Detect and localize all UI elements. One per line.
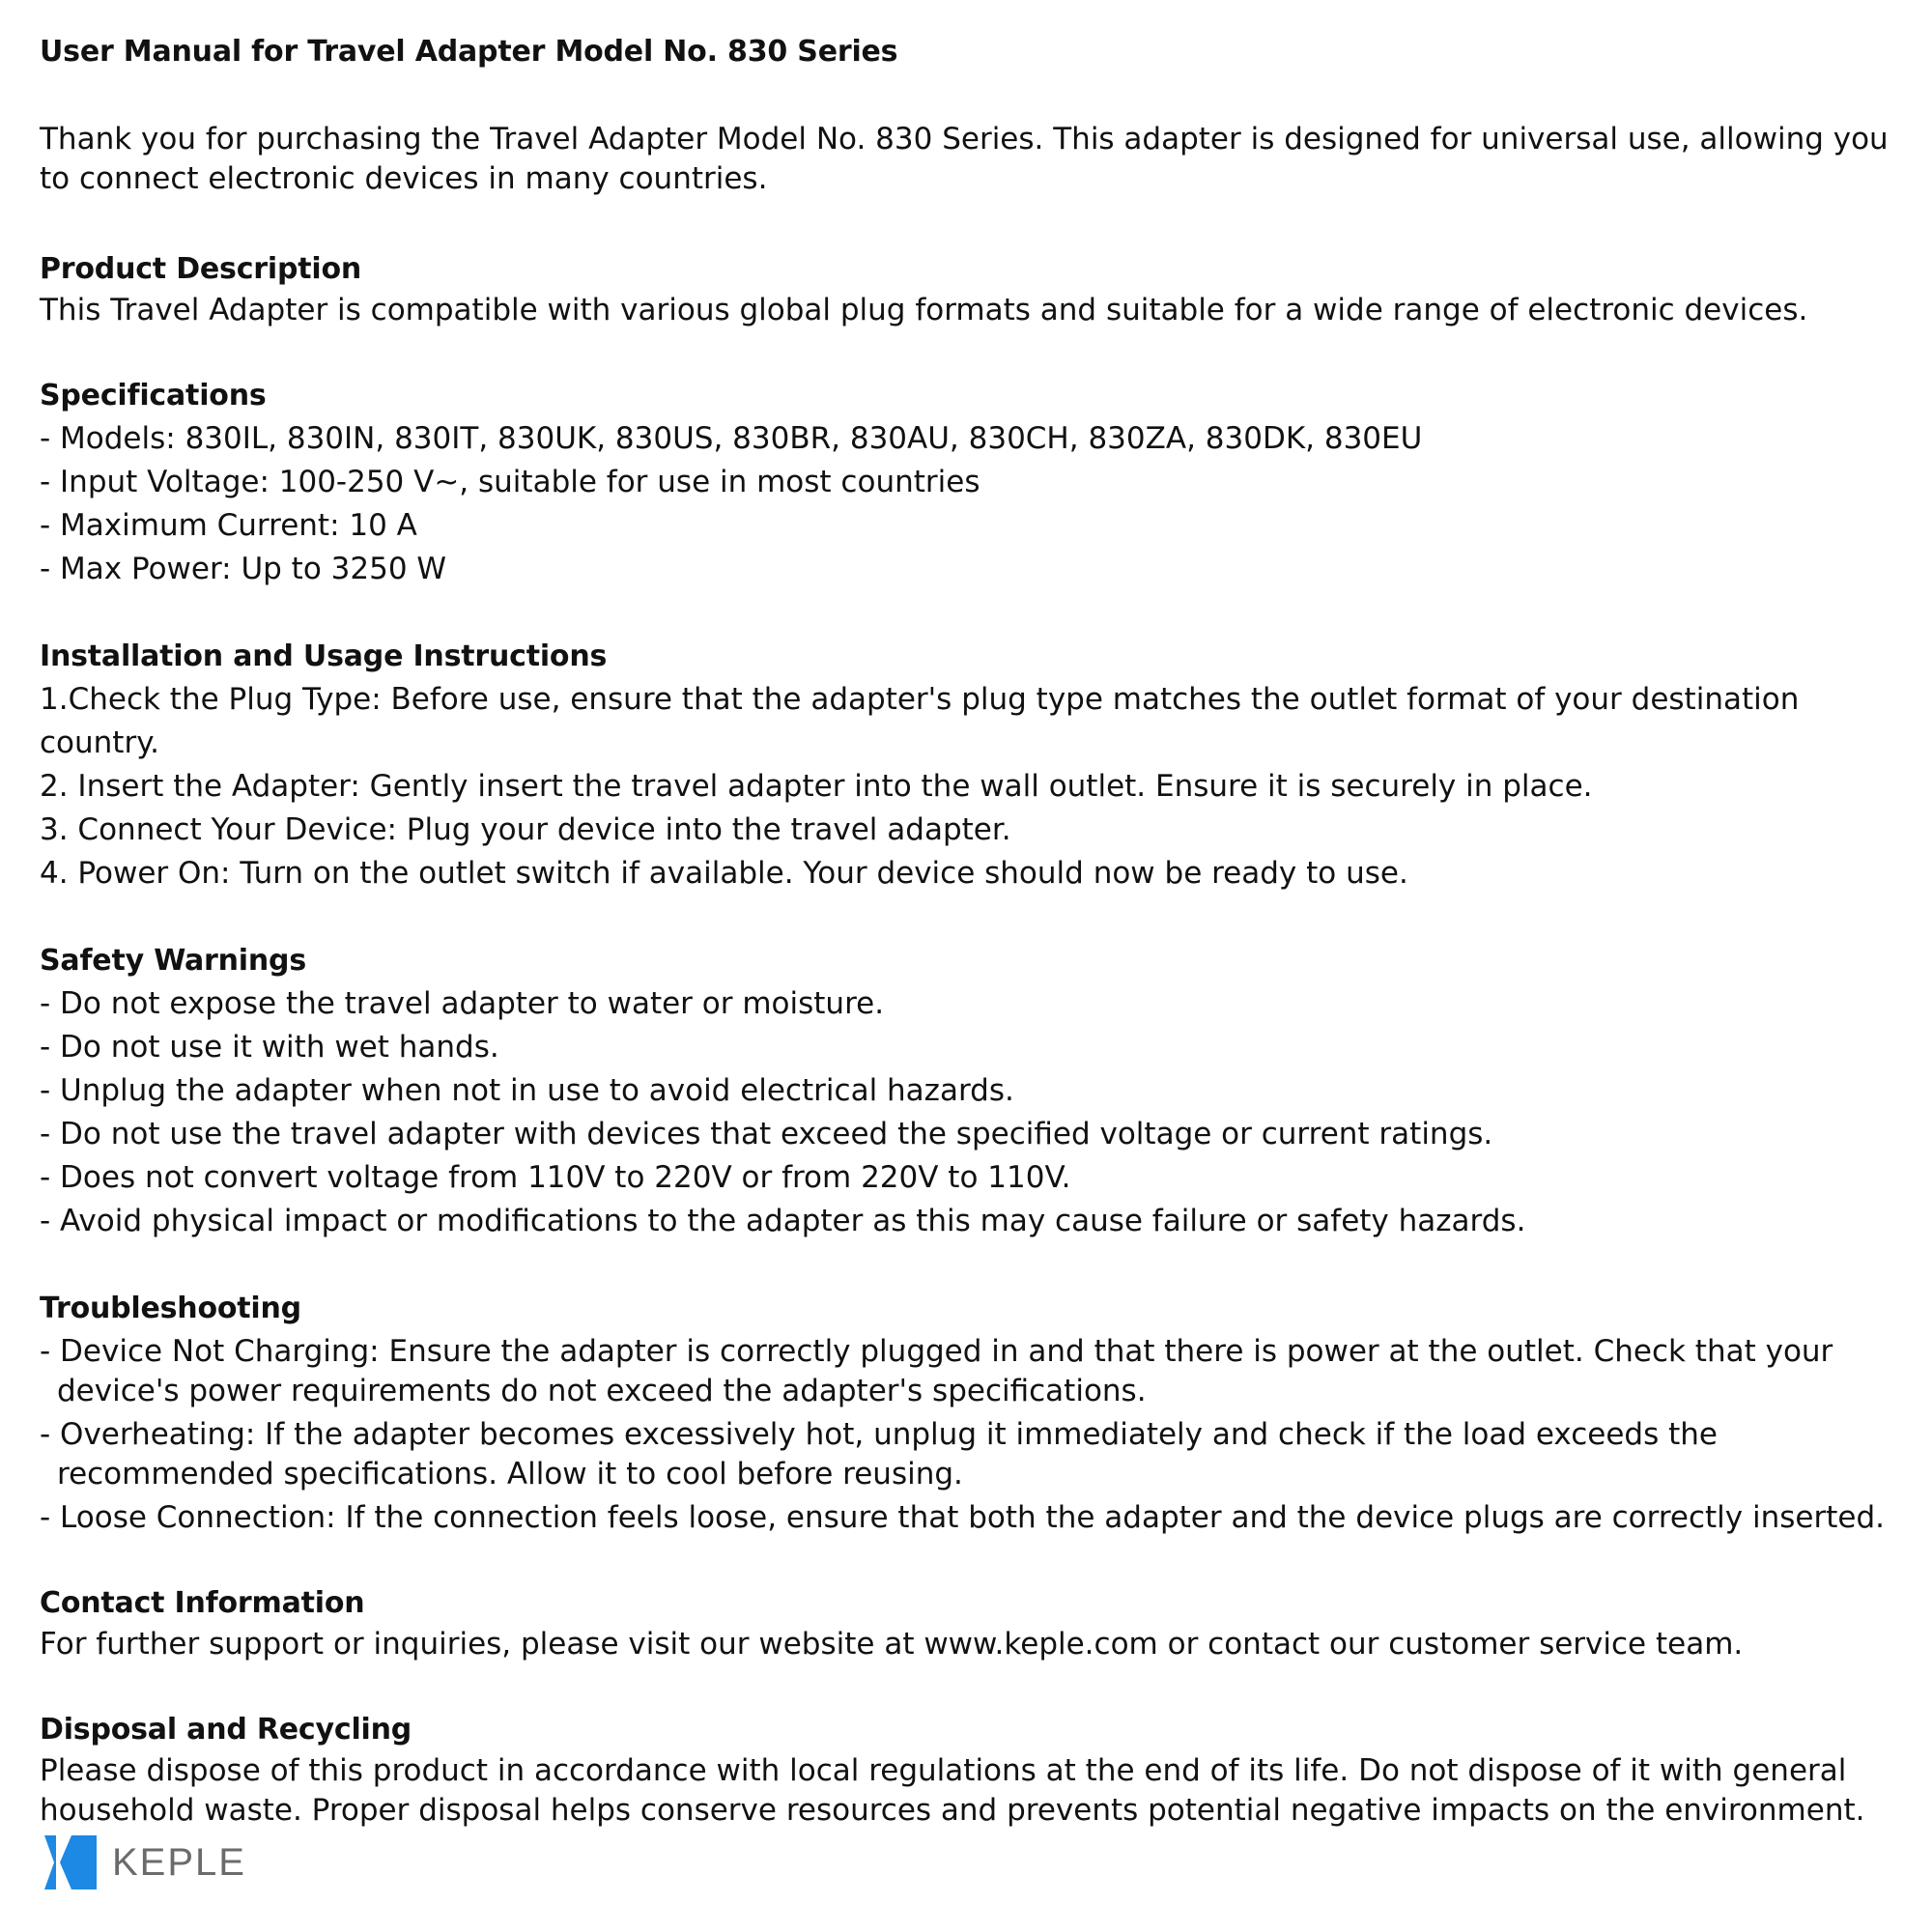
document-title: User Manual for Travel Adapter Model No. 830 Series (40, 35, 898, 69)
troubleshooting-item: - Loose Connection: If the connection feels loose, ensure that both the adapter and the device plugs are correctly inserted. (40, 1500, 1885, 1535)
instruction-step: 4. Power On: Turn on the outlet switch if available. Your device should now be ready to use. (40, 856, 1408, 891)
section-heading: Safety Warnings (40, 944, 306, 978)
keple-logo-icon (44, 1835, 97, 1889)
warning-item: - Do not use the travel adapter with devices that exceed the specified voltage or current ratings. (40, 1117, 1493, 1151)
section-product-description (40, 247, 1904, 330)
logo-right-block (60, 1835, 97, 1889)
section-safety-warnings (40, 939, 1904, 1243)
section-heading: Contact Information (40, 1586, 365, 1620)
section-heading: Product Description (40, 252, 362, 286)
warning-item: - Does not convert voltage from 110V to 220V or from 220V to 110V. (40, 1160, 1071, 1195)
section-heading: Specifications (40, 379, 267, 412)
instruction-step: 2. Insert the Adapter: Gently insert the travel adapter into the wall outlet. Ensure it is securely in place. (40, 769, 1593, 804)
section-troubleshooting (40, 1287, 1904, 1538)
spec-item: - Maximum Current: 10 A (40, 508, 417, 543)
intro-paragraph: Thank you for purchasing the Travel Adapter Model No. 830 Series. This adapter is designed for universal use, allowing you to connect electronic devices in many countries. (40, 122, 1889, 196)
warning-item: - Unplug the adapter when not in use to avoid electrical hazards. (40, 1073, 1014, 1108)
troubleshooting-item: - Device Not Charging: Ensure the adapter is correctly plugged in and that there is power at the outlet. Check that your device's power requirements do not exceed the adapter's specifications. (40, 1334, 1833, 1408)
section-heading: Installation and Usage Instructions (40, 639, 608, 673)
warning-item: - Avoid physical impact or modifications to the adapter as this may cause failure or safety hazards. (40, 1204, 1526, 1238)
spec-item: - Input Voltage: 100-250 V~, suitable for use in most countries (40, 465, 980, 499)
section-text: Please dispose of this product in accordance with local regulations at the end of its life. Do not dispose of it with general household waste. Proper disposal helps conserve resources and prevents potential negative impacts on the environment. (40, 1753, 1865, 1828)
instruction-step: 1.Check the Plug Type: Before use, ensure that the adapter's plug type matches the outlet format of your destination country. (40, 682, 1800, 760)
spec-item: - Models: 830IL, 830IN, 830IT, 830UK, 830US, 830BR, 830AU, 830CH, 830ZA, 830DK, 830EU (40, 421, 1423, 456)
section-heading: Troubleshooting (40, 1292, 301, 1325)
section-text: For further support or inquiries, please visit our website at www.keple.com or contact our customer service team. (40, 1627, 1744, 1662)
section-disposal (40, 1708, 1904, 1831)
section-text: This Travel Adapter is compatible with various global plug formats and suitable for a wide range of electronic devices. (40, 293, 1808, 327)
section-heading: Disposal and Recycling (40, 1713, 412, 1747)
brand-name: KEPLE (112, 1841, 246, 1884)
troubleshooting-item: - Overheating: If the adapter becomes excessively hot, unplug it immediately and check if the load exceeds the recommended specifications. Allow it to cool before reusing. (40, 1417, 1718, 1492)
manual-page (40, 33, 1904, 1874)
section-contact (40, 1581, 1904, 1664)
spec-item: - Max Power: Up to 3250 W (40, 552, 447, 586)
section-specifications (40, 374, 1904, 591)
brand-logo (44, 1835, 246, 1889)
logo-left-chevron (44, 1835, 56, 1889)
warning-item: - Do not use it with wet hands. (40, 1030, 499, 1065)
section-installation (40, 635, 1904, 895)
warning-item: - Do not expose the travel adapter to water or moisture. (40, 986, 885, 1021)
instruction-step: 3. Connect Your Device: Plug your device into the travel adapter. (40, 812, 1011, 847)
